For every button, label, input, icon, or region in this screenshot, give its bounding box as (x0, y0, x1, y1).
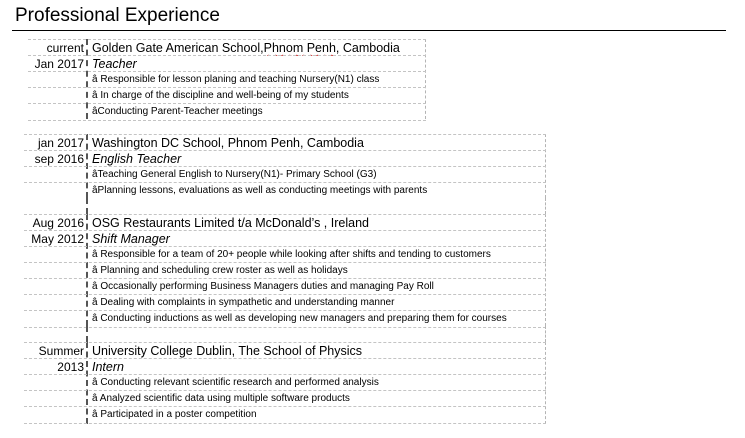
job-entry-mcdonalds (24, 214, 546, 326)
date-start: sep 2016 (34, 152, 84, 166)
bullet-item: âPlanning lessons, evaluations as well as conducting meetings with parents (92, 185, 428, 196)
table-row (24, 214, 546, 231)
table-row (24, 182, 546, 199)
table-row (24, 150, 546, 167)
bullet-item: â Dealing with complaints in sympathetic and understanding manner (92, 297, 395, 308)
bullet-item: â Occasionally performing Business Managers duties and managing Pay Roll (92, 281, 434, 292)
title-divider (12, 30, 726, 31)
job-entry-golden-gate (28, 39, 426, 119)
section-spacer (24, 198, 546, 214)
bullet-item: â Planning and scheduling crew roster as well as holidays (92, 265, 348, 276)
job-role: Teacher (92, 57, 137, 71)
date-column-divider (24, 326, 88, 342)
table-row (24, 406, 546, 424)
organization-name: University College Dublin, The School of Physics (92, 344, 363, 358)
bullet-item: â In charge of the discipline and well-being of my students (92, 90, 349, 101)
section-title: Professional Experience (15, 5, 220, 26)
bullet-item: â Responsible for a team of 20+ people while looking after shifts and tending to customers (92, 249, 491, 260)
table-row (28, 87, 426, 104)
table-right-border (545, 198, 546, 214)
bullet-item: â Responsible for lesson planing and teaching Nursery(N1) class (92, 74, 380, 85)
table-row (24, 374, 546, 391)
job-role: Intern (92, 360, 124, 374)
table-row (24, 342, 546, 359)
table-row (28, 71, 426, 88)
date-end: jan 2017 (37, 136, 84, 150)
table-row (24, 262, 546, 279)
date-start: 2013 (57, 360, 84, 374)
date-start: May 2012 (31, 232, 84, 246)
organization-name: OSG Restaurants Limited t/a McDonald’s , Ireland (92, 216, 369, 230)
bullet-item: â Conducting relevant scientific research and performed analysis (92, 377, 379, 388)
table-row (24, 246, 546, 263)
table-row (28, 55, 426, 72)
bullet-item: âConducting Parent-Teacher meetings (92, 106, 263, 117)
table-right-border (545, 326, 546, 342)
table-row (28, 103, 426, 121)
date-column-divider (24, 198, 88, 214)
organization-name: Washington DC School, Phnom Penh, Cambodia (92, 136, 364, 150)
job-role: Shift Manager (92, 232, 170, 246)
job-entry-washington-dc (24, 134, 546, 198)
organization-name: Golden Gate American School,Phnom Penh, Cambodia (92, 41, 400, 55)
table-row (24, 294, 546, 311)
table-row (24, 166, 546, 183)
job-entry-ucd (24, 342, 546, 424)
section-spacer (24, 326, 546, 342)
date-end: current (46, 41, 84, 55)
bullet-item: â Analyzed scientific data using multiple software products (92, 393, 350, 404)
date-end: Aug 2016 (32, 216, 84, 230)
date-start: Jan 2017 (34, 57, 84, 71)
spellcheck-flag: Phnom Penh (263, 41, 336, 55)
bullet-item: â Participated in a poster competition (92, 409, 257, 420)
bullet-item: â Conducting inductions as well as developing new managers and preparing them for courses (92, 313, 507, 324)
bullet-item: âTeaching General English to Nursery(N1)- Primary School (G3) (92, 169, 377, 180)
table-row (28, 39, 426, 56)
table-row (24, 230, 546, 247)
table-row (24, 134, 546, 151)
job-role: English Teacher (92, 152, 182, 166)
table-row (24, 390, 546, 407)
table-row (24, 358, 546, 375)
table-row (24, 278, 546, 295)
date-end: Summer (38, 344, 84, 358)
